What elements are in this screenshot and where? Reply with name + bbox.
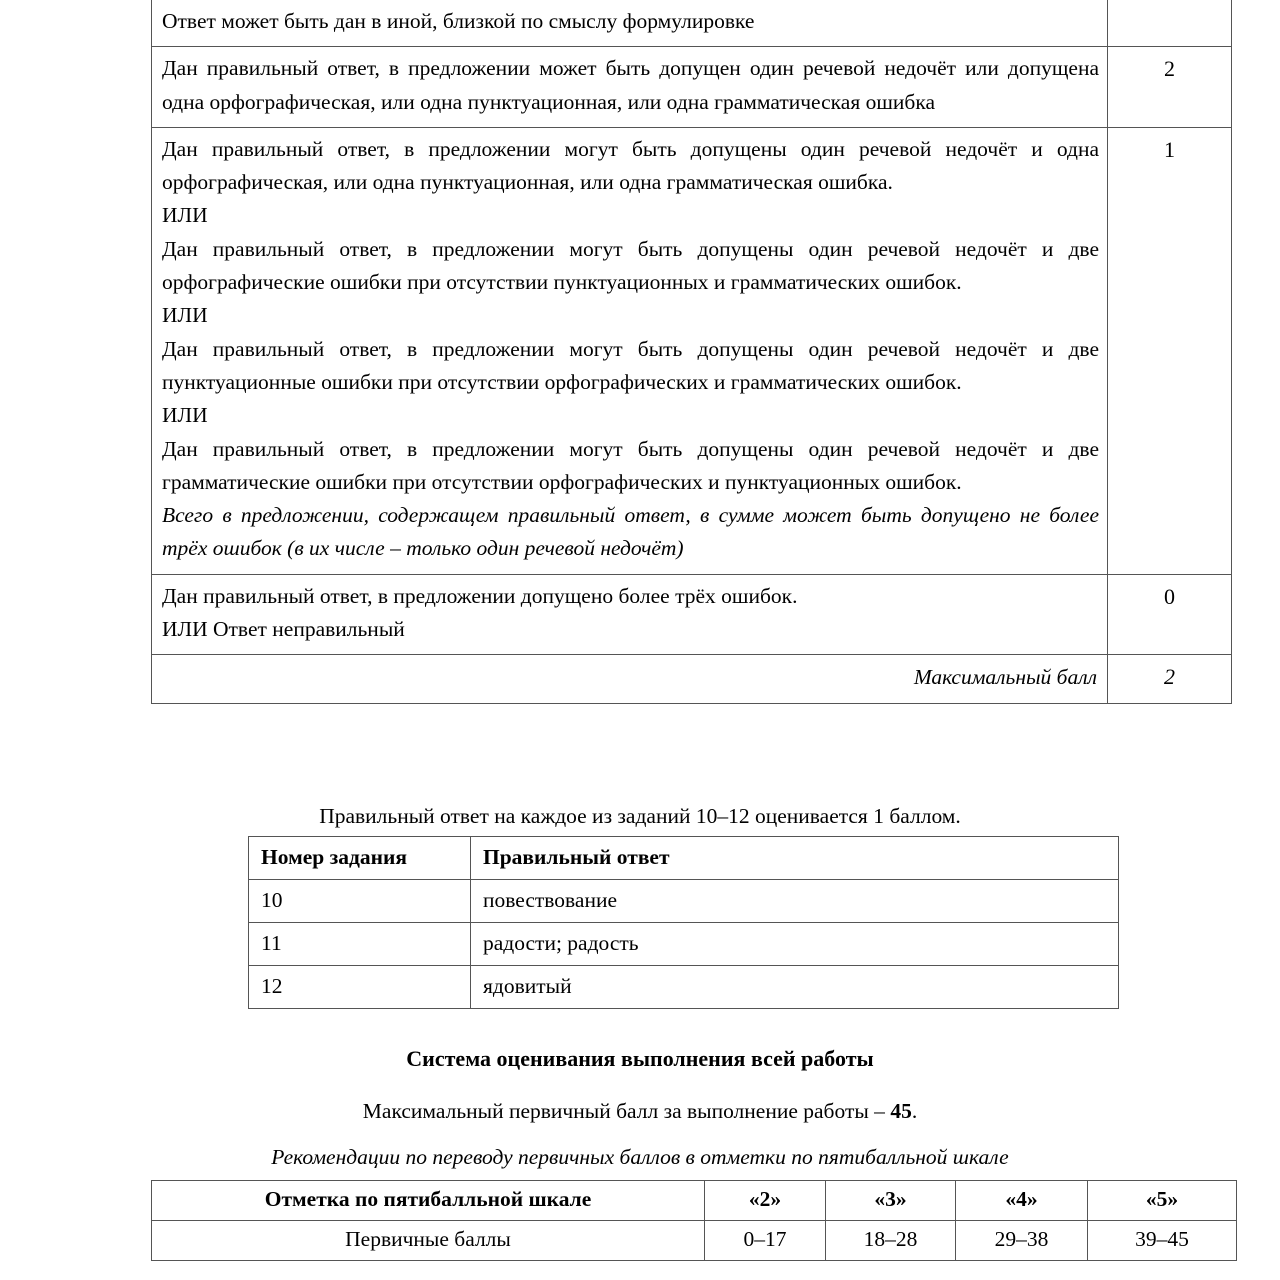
table-row [249, 923, 1119, 966]
grade-header-5: «5» [1088, 1181, 1237, 1221]
score-range-3: 18–28 [826, 1221, 956, 1261]
table-row [152, 127, 1232, 574]
max-primary-score-suffix: . [911, 1099, 918, 1123]
section-heading: Система оценивания выполнения всей работы [406, 1046, 874, 1071]
table-row [249, 880, 1119, 923]
grading-scale-table [151, 1180, 1237, 1261]
table-row [152, 1221, 1237, 1261]
grade-header-3: «3» [826, 1181, 956, 1221]
scale-row-header-label: Отметка по пятибалльной шкале [152, 1181, 705, 1221]
scale-row-label-primary-scores: Первичные баллы [152, 1221, 705, 1261]
max-primary-score-prefix: Максимальный первичный балл за выполнение работы – [362, 1099, 891, 1123]
max-score-label: Максимальный балл [152, 655, 1108, 703]
answer-cell: ядовитый [471, 966, 1119, 1009]
criteria-or-separator: ИЛИ [162, 403, 208, 428]
criteria-italic-note: Всего в предложении, содержащем правильный ответ, в сумме может быть допущено не более трёх ошибок (в их числе – только один речевой недочёт) [162, 503, 1099, 561]
criteria-paragraph: Дан правильный ответ, в предложении могут быть допущены один речевой недочёт и две грамматические ошибки при отсутствии орфографических и пунктуационных ошибок. [162, 436, 1099, 494]
column-header-task-number: Номер задания [249, 837, 471, 880]
criteria-paragraph: Дан правильный ответ, в предложении могут быть допущены один речевой недочёт и две пунктуационные ошибки при отсутствии орфографических и грамматических ошибок. [162, 336, 1099, 394]
criteria-or-separator: ИЛИ [162, 203, 208, 228]
answers-table [248, 836, 1119, 1009]
criteria-note-line: Ответ может быть дан в иной, близкой по смыслу формулировке [162, 9, 755, 33]
score-range-5: 39–45 [1088, 1221, 1237, 1261]
max-score-row [152, 655, 1232, 703]
criteria-paragraph: ИЛИ Ответ неправильный [162, 617, 405, 642]
task-number-cell: 11 [249, 923, 471, 966]
criteria-paragraph: Дан правильный ответ, в предложении могут быть допущены один речевой недочёт и одна орфографическая, или одна пунктуационная, или одна грамматическая ошибка. [162, 136, 1099, 195]
task-number-cell: 10 [249, 880, 471, 923]
max-primary-score-line [0, 1097, 1280, 1125]
criteria-score-cell [1108, 0, 1232, 47]
grade-header-4: «4» [956, 1181, 1088, 1221]
table-row [249, 966, 1119, 1009]
score-range-4: 29–38 [956, 1221, 1088, 1261]
answer-cell: повествование [471, 880, 1119, 923]
max-primary-score-value: 45 [890, 1099, 912, 1123]
criteria-description-cell [152, 574, 1108, 655]
grade-header-2: «2» [705, 1181, 826, 1221]
criteria-score-cell: 0 [1108, 574, 1232, 655]
criteria-paragraph: Дан правильный ответ, в предложении допущено более трёх ошибок. [162, 583, 798, 608]
criteria-table [151, 0, 1232, 704]
answer-cell: радости; радость [471, 923, 1119, 966]
criteria-description-cell [152, 0, 1108, 47]
score-range-2: 0–17 [705, 1221, 826, 1261]
recommendation-line: Рекомендации по переводу первичных баллов в отметки по пятибалльной шкале [271, 1145, 1009, 1169]
table-header-row [249, 837, 1119, 880]
max-score-value: 2 [1108, 655, 1232, 703]
answers-caption: Правильный ответ на каждое из заданий 10–12 оценивается 1 баллом. [319, 804, 961, 828]
criteria-or-separator: ИЛИ [162, 303, 208, 328]
table-row [152, 574, 1232, 655]
table-row [152, 0, 1232, 47]
criteria-description-cell [152, 127, 1108, 574]
criteria-paragraph: Дан правильный ответ, в предложении может быть допущен один речевой недочёт или допущена одна орфографическая, или одна пунктуационная, или одна грамматическая ошибка [162, 56, 1099, 114]
criteria-score-cell: 1 [1108, 127, 1232, 574]
criteria-score-cell: 2 [1108, 47, 1232, 128]
table-header-row [152, 1181, 1237, 1221]
table-row [152, 47, 1232, 128]
column-header-correct-answer: Правильный ответ [471, 837, 1119, 880]
task-number-cell: 12 [249, 966, 471, 1009]
criteria-paragraph: Дан правильный ответ, в предложении могут быть допущены один речевой недочёт и две орфографические ошибки при отсутствии пунктуационных и грамматических ошибок. [162, 236, 1099, 295]
criteria-description-cell [152, 47, 1108, 128]
